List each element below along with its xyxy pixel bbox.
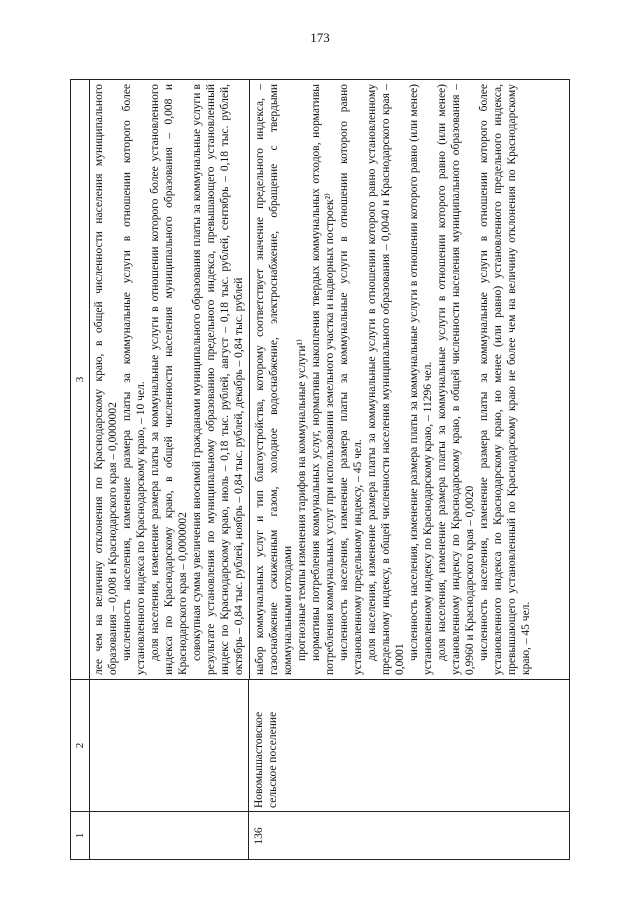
continuation-paragraph: доля населения, изменение размера платы за коммунальные услуги в отношении которого более установленного индекса по Краснодарскому краю, в общей численности населения муниципального образования – 0,008 и Краснодарского края – 0,0000002 — [149, 84, 189, 675]
indices-table — [70, 79, 570, 860]
page-number: 173 — [310, 30, 330, 45]
row-name-cell — [90, 680, 570, 812]
row-paragraph: численность населения, изменение размера платы за коммунальные услуги в отношении которого равно установленному предельному индексу, – 45 чел. — [338, 84, 364, 675]
row-divider — [249, 80, 250, 679]
row-name: Новомышастовское сельское поселение — [253, 711, 279, 808]
continuation-paragraph: численность населения, изменение размера платы за коммунальные услуги в отношении которого более установленного индекса по Краснодарскому краю, – 10 чел. — [121, 84, 147, 675]
row-paragraph: прогнозные темпы изменения тарифов на коммунальные услуги¹⁾ — [296, 339, 308, 661]
row-number: 136 — [253, 827, 265, 845]
header-col-2: 2 — [71, 680, 90, 812]
row-paragraph: доля населения, изменение размера платы за коммунальные услуги в отношении которого равно (или менее) установленному индексу по Краснодарскому краю, в общей численности населения муниципального образования – 0,9960 и Краснодарского края – 0,0020 — [436, 84, 476, 675]
row-number-cell — [90, 812, 570, 860]
continuation-paragraph: совокупная сумма увеличения вносимой гражданами муниципального образования платы за коммунальные услуги в результате установления по муниципальному образованию предельного индекса, превышающего установленный индекс по Краснодарскому краю, июль – 0,18 тыс. рублей, август – 0,18 тыс. рублей, сентябрь – 0,18 тыс. рублей, октябрь – 0,84 тыс. рублей, ноябрь – 0,84 тыс. рублей, декабрь – 0,84 тыс. рублей — [191, 84, 245, 675]
row-content-cell — [90, 80, 570, 680]
row-paragraph: численность населения, изменение размера платы за коммунальные услуги в отношении которого более установленного индекса по Краснодарскому краю, но менее (или равно) установленного предельного индекса, превышающего установленный по Краснодарскому краю не более чем на величину отклонения по Краснодарскому краю, – 45 чел. — [478, 84, 532, 675]
table-header-row — [71, 80, 90, 860]
row-paragraph: численность населения, изменение размера платы за коммунальные услуги в отношении которого равно (или менее) установленному индексу по Краснодарскому краю, – 11296 чел. — [408, 84, 434, 675]
table-row — [90, 80, 570, 860]
header-col-3: 3 — [71, 80, 90, 680]
header-col-1: 1 — [71, 812, 90, 860]
rotated-table-container — [70, 80, 570, 860]
row-paragraph: набор коммунальных услуг и тип благоустройства, которому соответствует значение предельного индекса, – газоснабжение сжиженным газом, холодное водоснабжение, электроснабжение, обращение с твердыми коммунальными отходами — [254, 84, 294, 675]
row-paragraph: нормативы потребления коммунальных услуг, нормативы накопления твердых коммунальных отходов, нормативы потребления коммунальных услуг при использовании земельного участка и надворных построек²⁾ — [310, 84, 336, 675]
row-paragraph: доля населения, изменение размера платы за коммунальные услуги в отношении которого равно установленному предельному индексу, в общей численности населения муниципального образования – 0,0040 и Краснодарского края – 0,0001 — [366, 84, 406, 675]
continuation-paragraph: лее чем на величину отклонения по Краснодарскому краю, в общей численности населения муниципального образования – 0,008 и Краснодарского края – 0,0000002 — [93, 84, 119, 675]
